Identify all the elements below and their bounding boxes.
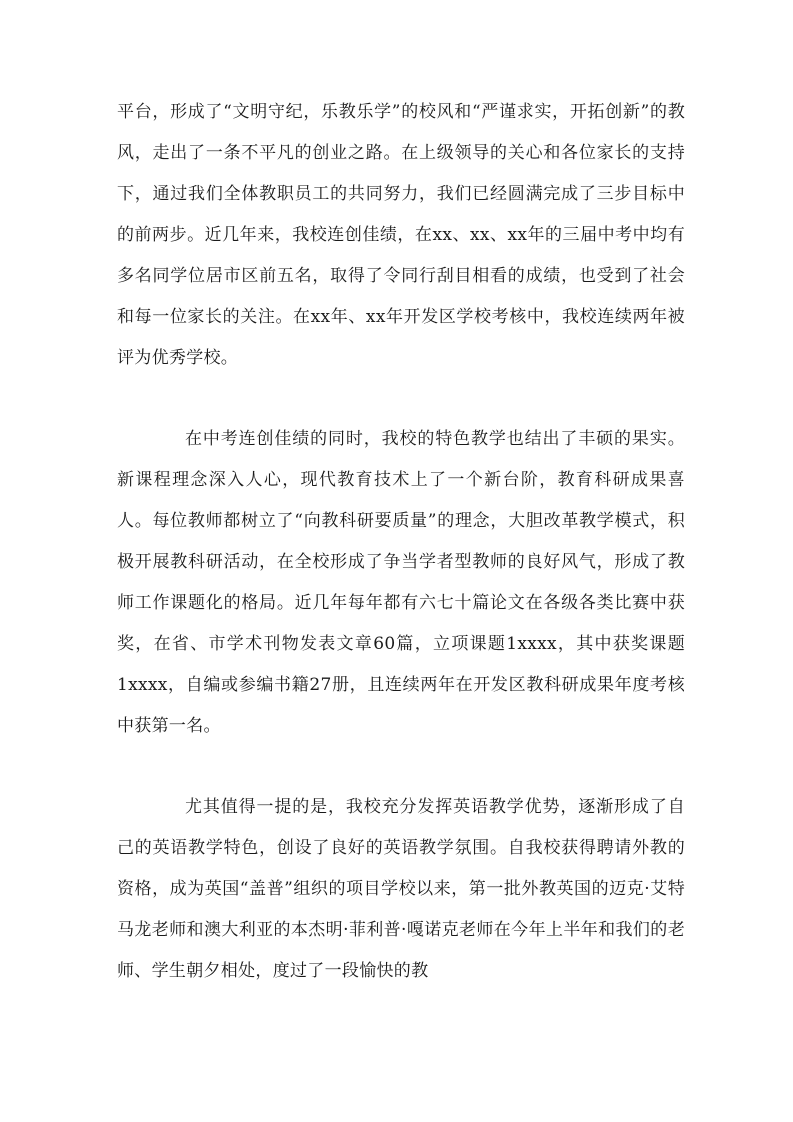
paragraph-spacer [117, 379, 685, 419]
paragraph-spacer [117, 747, 685, 787]
document-body [117, 92, 685, 992]
paragraph-3: 尤其值得一提的是，我校充分发挥英语教学优势，逐渐形成了自己的英语教学特色，创设了良好的英语教学氛围。自我校获得聘请外教的资格，成为英国“盖普”组织的项目学校以来，第一批外教英国的迈克·艾特马龙老师和澳大利亚的本杰明·菲利普·嘎诺克老师在今年上半年和我们的老师、学生朝夕相处，度过了一段愉快的教 [117, 797, 685, 981]
paragraph-1: 平台，形成了“文明守纪，乐教乐学”的校风和“严谨求实，开拓创新”的教风，走出了一条不平凡的创业之路。在上级领导的关心和各位家长的支持下，通过我们全体教职员工的共同努力，我们已经圆满完成了三步目标中的前两步。近几年来，我校连创佳绩，在xx、xx、xx年的三届中考中均有多名同学位居市区前五名，取得了令同行刮目相看的成绩，也受到了社会和每一位家长的关注。在xx年、xx年开发区学校考核中，我校连续两年被评为优秀学校。 [117, 102, 685, 368]
paragraph-2: 在中考连创佳绩的同时，我校的特色教学也结出了丰硕的果实。新课程理念深入人心，现代教育技术上了一个新台阶，教育科研成果喜人。每位教师都树立了“向教科研要质量”的理念，大胆改革教学模式，积极开展教科研活动，在全校形成了争当学者型教师的良好风气，形成了教师工作课题化的格局。近几年每年都有六七十篇论文在各级各类比赛中获奖，在省、市学术刊物发表文章60篇，立项课题1xxxx，其中获奖课题1xxxx，自编或参编书籍27册，且连续两年在开发区教科研成果年度考核中获第一名。 [117, 429, 685, 736]
